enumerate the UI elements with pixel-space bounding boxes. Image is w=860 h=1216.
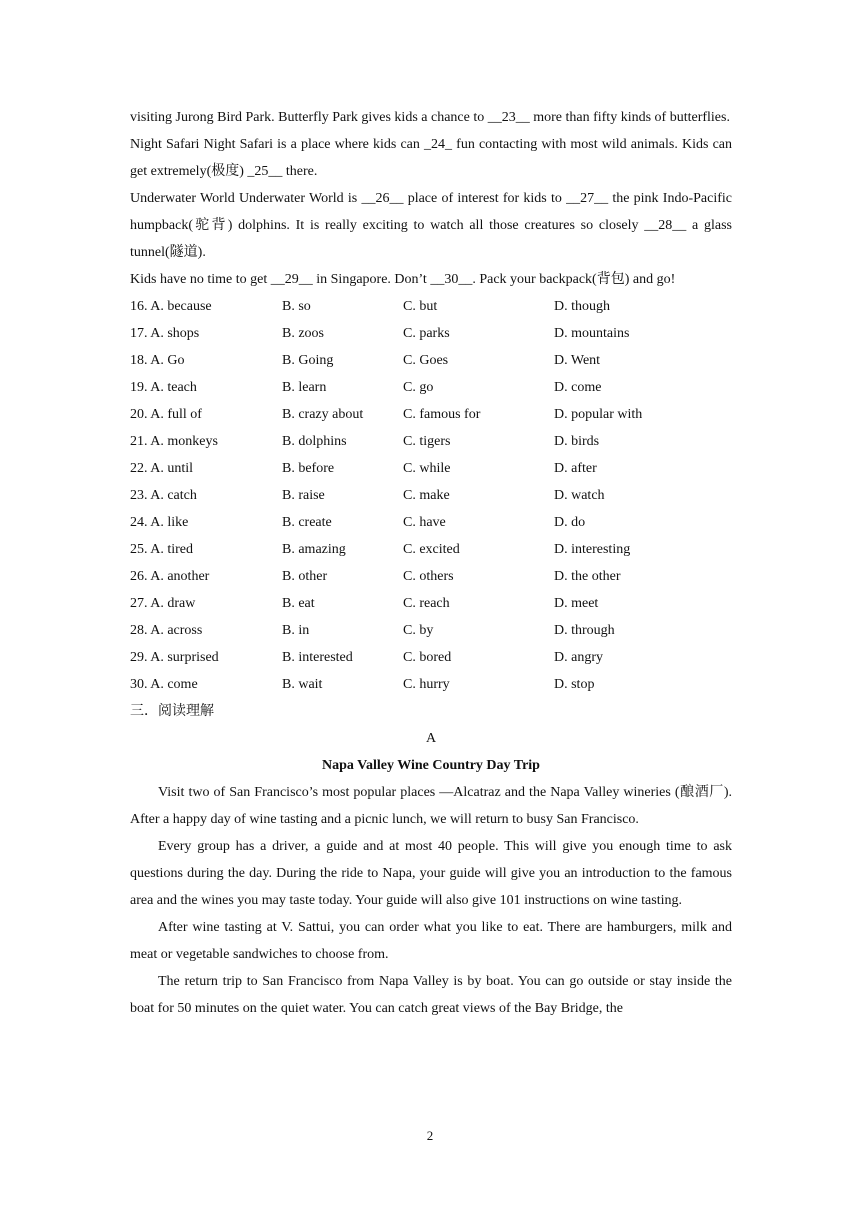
option-row bbox=[130, 401, 732, 428]
option-b: B. learn bbox=[282, 380, 327, 395]
option-c: C. have bbox=[403, 515, 446, 530]
section-heading: 三．阅读理解 bbox=[130, 704, 214, 719]
option-d: D. meet bbox=[554, 596, 599, 611]
option-d: D. popular with bbox=[554, 407, 643, 422]
option-c: C. while bbox=[403, 461, 451, 476]
option-a: 23. A. catch bbox=[130, 488, 197, 503]
reading-title: Napa Valley Wine Country Day Trip bbox=[322, 758, 540, 773]
option-b: B. eat bbox=[282, 596, 315, 611]
option-c: C. make bbox=[403, 488, 450, 503]
option-b: B. raise bbox=[282, 488, 325, 503]
option-c: C. go bbox=[403, 380, 434, 395]
option-c: C. hurry bbox=[403, 677, 450, 692]
option-a: 26. A. another bbox=[130, 569, 210, 584]
option-b: B. before bbox=[282, 461, 335, 476]
reading-paragraph: After wine tasting at V. Sattui, you can order what you like to eat. There are hamburgers, milk and meat or vegetable sandwiches to choose from. bbox=[130, 920, 732, 962]
passage-paragraph: Underwater World Underwater World is __26__ place of interest for kids to __27__ the pink Indo-Pacific humpback(驼背) dolphins. It is really exciting to watch all those creatures so closely __28__ a glass tunnel(隧道). bbox=[130, 191, 732, 260]
option-b: B. so bbox=[282, 299, 311, 314]
option-row bbox=[130, 590, 732, 617]
page-number: 2 bbox=[426, 1128, 434, 1143]
option-d: D. through bbox=[554, 623, 615, 638]
option-d: D. stop bbox=[554, 677, 595, 692]
option-c: C. parks bbox=[403, 326, 450, 341]
reading-paragraph: Visit two of San Francisco’s most popular places —Alcatraz and the Napa Valley wineries (酿酒厂). After a happy day of wine tasting and a picnic lunch, we will return to busy San Francisco. bbox=[130, 785, 732, 827]
option-c: C. excited bbox=[403, 542, 460, 557]
passage-paragraph: visiting Jurong Bird Park. Butterfly Park gives kids a chance to __23__ more than fifty kinds of butterflies. bbox=[130, 110, 730, 125]
option-c: C. bored bbox=[403, 650, 452, 665]
option-d: D. do bbox=[554, 515, 586, 530]
option-b: B. interested bbox=[282, 650, 353, 665]
option-a: 21. A. monkeys bbox=[130, 434, 218, 449]
option-a: 24. A. like bbox=[130, 515, 189, 530]
option-row bbox=[130, 563, 732, 590]
option-row bbox=[130, 644, 732, 671]
option-a: 28. A. across bbox=[130, 623, 203, 638]
option-row bbox=[130, 320, 732, 347]
option-row bbox=[130, 428, 732, 455]
option-a: 20. A. full of bbox=[130, 407, 202, 422]
option-b: B. crazy about bbox=[282, 407, 364, 422]
option-row bbox=[130, 482, 732, 509]
option-d: D. watch bbox=[554, 488, 605, 503]
passage-paragraph: Kids have no time to get __29__ in Singapore. Don’t __30__. Pack your backpack(背包) and go! bbox=[130, 272, 676, 287]
option-a: 22. A. until bbox=[130, 461, 194, 476]
document-page bbox=[130, 104, 732, 1022]
option-b: B. wait bbox=[282, 677, 323, 692]
option-a: 25. A. tired bbox=[130, 542, 193, 557]
passage-paragraph: Night Safari Night Safari is a place where kids can _24_ fun contacting with most wild animals. Kids can get extremely(极度) _25__ there. bbox=[130, 137, 732, 179]
reading-label: A bbox=[425, 731, 437, 746]
reading-paragraph: Every group has a driver, a guide and at most 40 people. This will give you enough time to ask questions during the day. During the ride to Napa, your guide will give you an introduction to the famous area and the wines you may taste today. Your guide will also give 101 instructions on wine tasting. bbox=[130, 839, 732, 908]
option-b: B. Going bbox=[282, 353, 334, 368]
option-d: D. mountains bbox=[554, 326, 630, 341]
option-row bbox=[130, 374, 732, 401]
options-list bbox=[130, 293, 732, 698]
option-row bbox=[130, 509, 732, 536]
option-a: 29. A. surprised bbox=[130, 650, 219, 665]
option-c: C. famous for bbox=[403, 407, 481, 422]
reading-paragraph: The return trip to San Francisco from Napa Valley is by boat. You can go outside or stay inside the boat for 50 minutes on the quiet water. You can catch great views of the Bay Bridge, the bbox=[130, 974, 732, 1016]
option-b: B. create bbox=[282, 515, 332, 530]
option-c: C. others bbox=[403, 569, 454, 584]
option-c: C. tigers bbox=[403, 434, 451, 449]
option-row bbox=[130, 617, 732, 644]
option-a: 30. A. come bbox=[130, 677, 198, 692]
option-row bbox=[130, 455, 732, 482]
option-a: 19. A. teach bbox=[130, 380, 197, 395]
option-d: D. come bbox=[554, 380, 602, 395]
option-b: B. zoos bbox=[282, 326, 324, 341]
option-b: B. in bbox=[282, 623, 310, 638]
option-d: D. the other bbox=[554, 569, 621, 584]
option-row bbox=[130, 347, 732, 374]
option-b: B. dolphins bbox=[282, 434, 347, 449]
option-c: C. but bbox=[403, 299, 438, 314]
option-a: 18. A. Go bbox=[130, 353, 185, 368]
option-d: D. after bbox=[554, 461, 597, 476]
option-c: C. by bbox=[403, 623, 434, 638]
option-b: B. amazing bbox=[282, 542, 346, 557]
option-row bbox=[130, 293, 732, 320]
option-a: 17. A. shops bbox=[130, 326, 200, 341]
option-b: B. other bbox=[282, 569, 328, 584]
option-a: 27. A. draw bbox=[130, 596, 196, 611]
option-d: D. though bbox=[554, 299, 610, 314]
option-a: 16. A. because bbox=[130, 299, 212, 314]
option-d: D. interesting bbox=[554, 542, 631, 557]
option-row bbox=[130, 536, 732, 563]
option-d: D. birds bbox=[554, 434, 600, 449]
option-row bbox=[130, 671, 732, 698]
option-c: C. Goes bbox=[403, 353, 449, 368]
option-c: C. reach bbox=[403, 596, 450, 611]
option-d: D. Went bbox=[554, 353, 601, 368]
option-d: D. angry bbox=[554, 650, 603, 665]
